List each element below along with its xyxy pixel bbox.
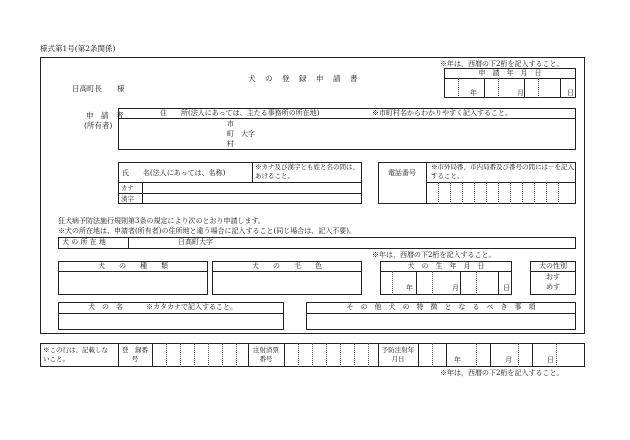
phone-note: ※市外局番、市内局番及び番号の間には－を記入すること。: [431, 163, 574, 180]
vaccination-year-unit: 年: [454, 356, 461, 364]
year-note-bottom: ※年は，西暦の下2桁を記入すること。: [440, 369, 564, 377]
dog-name-label: 犬 の 名: [88, 303, 123, 311]
coat-input[interactable]: [214, 273, 360, 293]
name-note: ※カナ及び漢字とも姓と名の間は、あけること。: [255, 163, 359, 180]
tag-number-label: 注射済票番号: [253, 346, 279, 363]
vaccination-month-unit: 月: [505, 356, 512, 364]
vaccination-date-label: 予防注射年月日: [381, 346, 415, 363]
year-unit: 年: [470, 89, 477, 97]
unit-city: 市: [227, 120, 234, 128]
applicant-owner-label: (所有者): [84, 121, 113, 130]
address-label: 住 所(法人にあっては、主たる事務所の所在地): [160, 109, 320, 117]
address-note: ※市町村名からわかりやすく記入すること。: [372, 109, 512, 117]
statement: 狂犬病予防法施行規則第3条の規定により次のとおり申請します。: [58, 217, 265, 225]
form-title: 犬 の 登 録 申 請 書: [248, 74, 359, 83]
features-input[interactable]: [308, 315, 574, 328]
addressee: 日高町長 様: [72, 84, 125, 93]
sex-option-female[interactable]: めす: [546, 283, 560, 291]
year-note-top: ※年は，西暦の下2桁を記入すること。: [440, 60, 564, 68]
registration-number-label: 登 録番 号: [122, 346, 155, 363]
kanji-name-input[interactable]: [143, 194, 361, 204]
phone-label: 電話番号: [388, 169, 416, 177]
vaccination-day-unit: 日: [547, 356, 554, 364]
dog-location-value: 日高町大字: [178, 238, 213, 246]
coat-label: 犬 の 毛 色: [252, 262, 322, 270]
unit-town: 町 大字: [227, 130, 255, 138]
month-unit: 月: [517, 89, 524, 97]
unit-village: 村: [227, 140, 234, 148]
address-input[interactable]: [260, 122, 560, 146]
birth-month-unit: 月: [452, 284, 459, 292]
phone-input[interactable]: [427, 183, 575, 203]
sex-option-male[interactable]: おす: [546, 273, 560, 281]
kana-name-input[interactable]: [143, 183, 361, 193]
application-date-header: 申 請 年 月 日: [478, 69, 542, 77]
sex-label: 犬の性別: [539, 262, 567, 270]
kanji-label: 漢字: [121, 195, 134, 203]
birth-year-unit: 年: [406, 284, 413, 292]
birth-day-unit: 日: [503, 284, 510, 292]
year-note-mid: ※年は，西暦の下2桁を記入すること。: [372, 251, 496, 259]
dog-location-input[interactable]: [230, 238, 570, 248]
dog-location-note: ※犬の所在地は、申請者(所有者)の住所地と違う場合に記入すること(同じ場合は、記入不要)。: [58, 227, 356, 235]
breed-label: 犬 の 種 類: [98, 262, 168, 270]
office-use-note: ※この行は、記載しないこと。: [43, 346, 108, 363]
applicant-label: 申 請 者: [86, 111, 124, 120]
kana-label: カナ: [121, 184, 134, 192]
dog-name-input[interactable]: [60, 315, 282, 328]
dog-location-label: 犬 の 所 在 地: [62, 238, 106, 246]
breed-input[interactable]: [60, 273, 206, 293]
name-label: 氏 名(法人にあっては、名称): [122, 169, 226, 177]
day-unit: 日: [567, 89, 574, 97]
features-label: そ の 他 犬 の 特 徴 と な る べ き 事 項: [346, 303, 536, 311]
birth-date-label: 犬 の 生 年 月 日: [407, 262, 485, 270]
dog-name-note: ※カタカナで記入すること。: [146, 303, 237, 311]
form-number: 様式第1号(第2条関係): [40, 44, 116, 53]
